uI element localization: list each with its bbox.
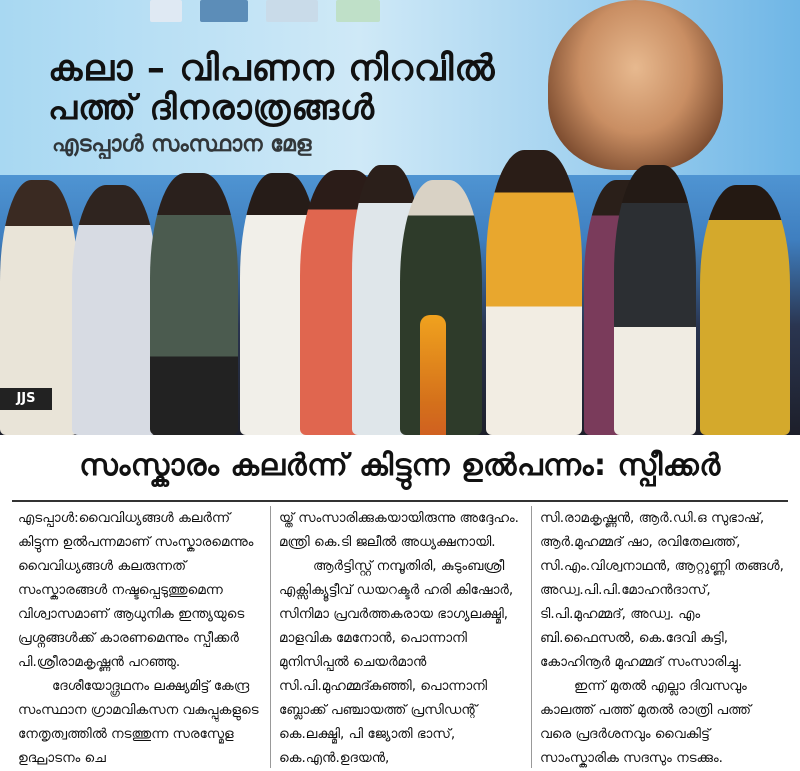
logo-2 (200, 0, 248, 22)
paragraph: യ്ത് സംസാരിക്കുകയായിരുന്നു അദ്ദേഹം. മന്ത്രി കെ.ടി ജലീൽ അധ്യക്ഷനായി. (279, 510, 519, 550)
article-column-2 (270, 506, 531, 768)
person (150, 173, 238, 435)
article-body (10, 506, 792, 768)
paragraph: സി.രാമകൃഷ്ണൻ, ആർ.ഡി.ഒ സുഭാഷ്, ആർ.മുഹമ്മദ് ഷാ, രവിതേലത്ത്, സി.എം.വിശ്വനാഥൻ, ആറ്റുണ്ണി തങ്ങൾ, അഡ്വ.പി.പി.മോഹൻദാസ്, ടി.പി.മുഹമ്മദ്, അഡ്വ. എം ബി.ഫൈസൽ, കെ.ദേവി കുട്ടി, കോഹിനൂർ മുഹമ്മദ് സംസാരിച്ചു. (540, 510, 784, 670)
headline-rule (12, 500, 788, 502)
article-column-1 (10, 506, 270, 768)
person (72, 185, 157, 435)
banner-title-line1: കലാ – വിപണന നിറവിൽ (48, 48, 496, 89)
paragraph: ഇന്ന് മുതൽ എല്ലാ ദിവസവും കാലത്ത് പത്ത് മുതൽ രാത്രി പത്ത് വരെ പ്രദർശനവും വൈകിട്ട് സാംസ്കാരിക സദസും നടക്കും. (540, 678, 751, 766)
person (614, 165, 696, 435)
person-yellow-shirt (486, 150, 582, 435)
event-banner (0, 0, 800, 175)
logo-3 (266, 0, 318, 22)
person (700, 185, 790, 435)
photo-watermark: JJS (0, 388, 52, 410)
paragraph: എടപ്പാൾ:വൈവിധ്യങ്ങൾ കലർന്ന് കിട്ടുന്ന ഉൽപന്നമാണ് സംസ്കാരമെന്നും വൈവിധ്യങ്ങൾ കലരുന്നത് സംസ്കാരങ്ങൾ നഷ്ടപ്പെടുത്തുമെന്ന വിശ്വാസമാണ് ആധുനിക ഇന്ത്യയുടെ പ്രശ്നങ്ങൾക്ക് കാരണമെന്നും സ്പീക്കർ പി.ശ്രീരാമകൃഷ്ണൻ പറഞ്ഞു. (18, 510, 254, 670)
article-column-3 (531, 506, 792, 768)
ceremonial-lamp (420, 315, 446, 435)
paragraph: ദേശീയോദ്ഗ്രഥനം ലക്ഷ്യമിട്ട് കേന്ദ്ര സംസ്ഥാന ഗ്രാമവികസന വകുപ്പുകളുടെ നേതൃത്വത്തിൽ നടത്തുന്ന സരസ്മേള ഉദ്ഘാടനം ചെ (18, 678, 259, 766)
logo-4 (336, 0, 380, 22)
crowd (0, 150, 800, 435)
article-headline: സംസ്കാരം കലർന്ന് കിട്ടുന്ന ഉൽപന്നം: സ്പീക്കർ (79, 448, 721, 483)
banner-subtitle: എടപ്പാൾ സംസ്ഥാന മേള (52, 132, 312, 157)
banner-title-line2: പത്ത് ദിനരാത്രങ്ങൾ (48, 88, 376, 128)
logo-1 (150, 0, 182, 22)
speaker-portrait (548, 0, 723, 170)
banner-logos (150, 0, 390, 22)
paragraph: ആർട്ടിസ്റ്റ് നമ്പൂതിരി, കുടുംബശ്രീ എക്സിക്യൂട്ടീവ് ഡയറക്ടർ ഹരി കിഷോർ, സിനിമാ പ്രവർത്തകരായ ഭാഗ്യലക്ഷ്മി, മാളവിക മേനോൻ, പൊന്നാനി മുനിസിപ്പൽ ചെയർമാൻ സി.പി.മുഹമ്മദ്കുഞ്ഞി, പൊന്നാനി ബ്ലോക്ക് പഞ്ചായത്ത് പ്രസിഡന്റ് കെ.ലക്ഷ്മി, പി ജ്യോതി ഭാസ്, കെ.എൻ.ഉദയൻ, (279, 558, 514, 766)
